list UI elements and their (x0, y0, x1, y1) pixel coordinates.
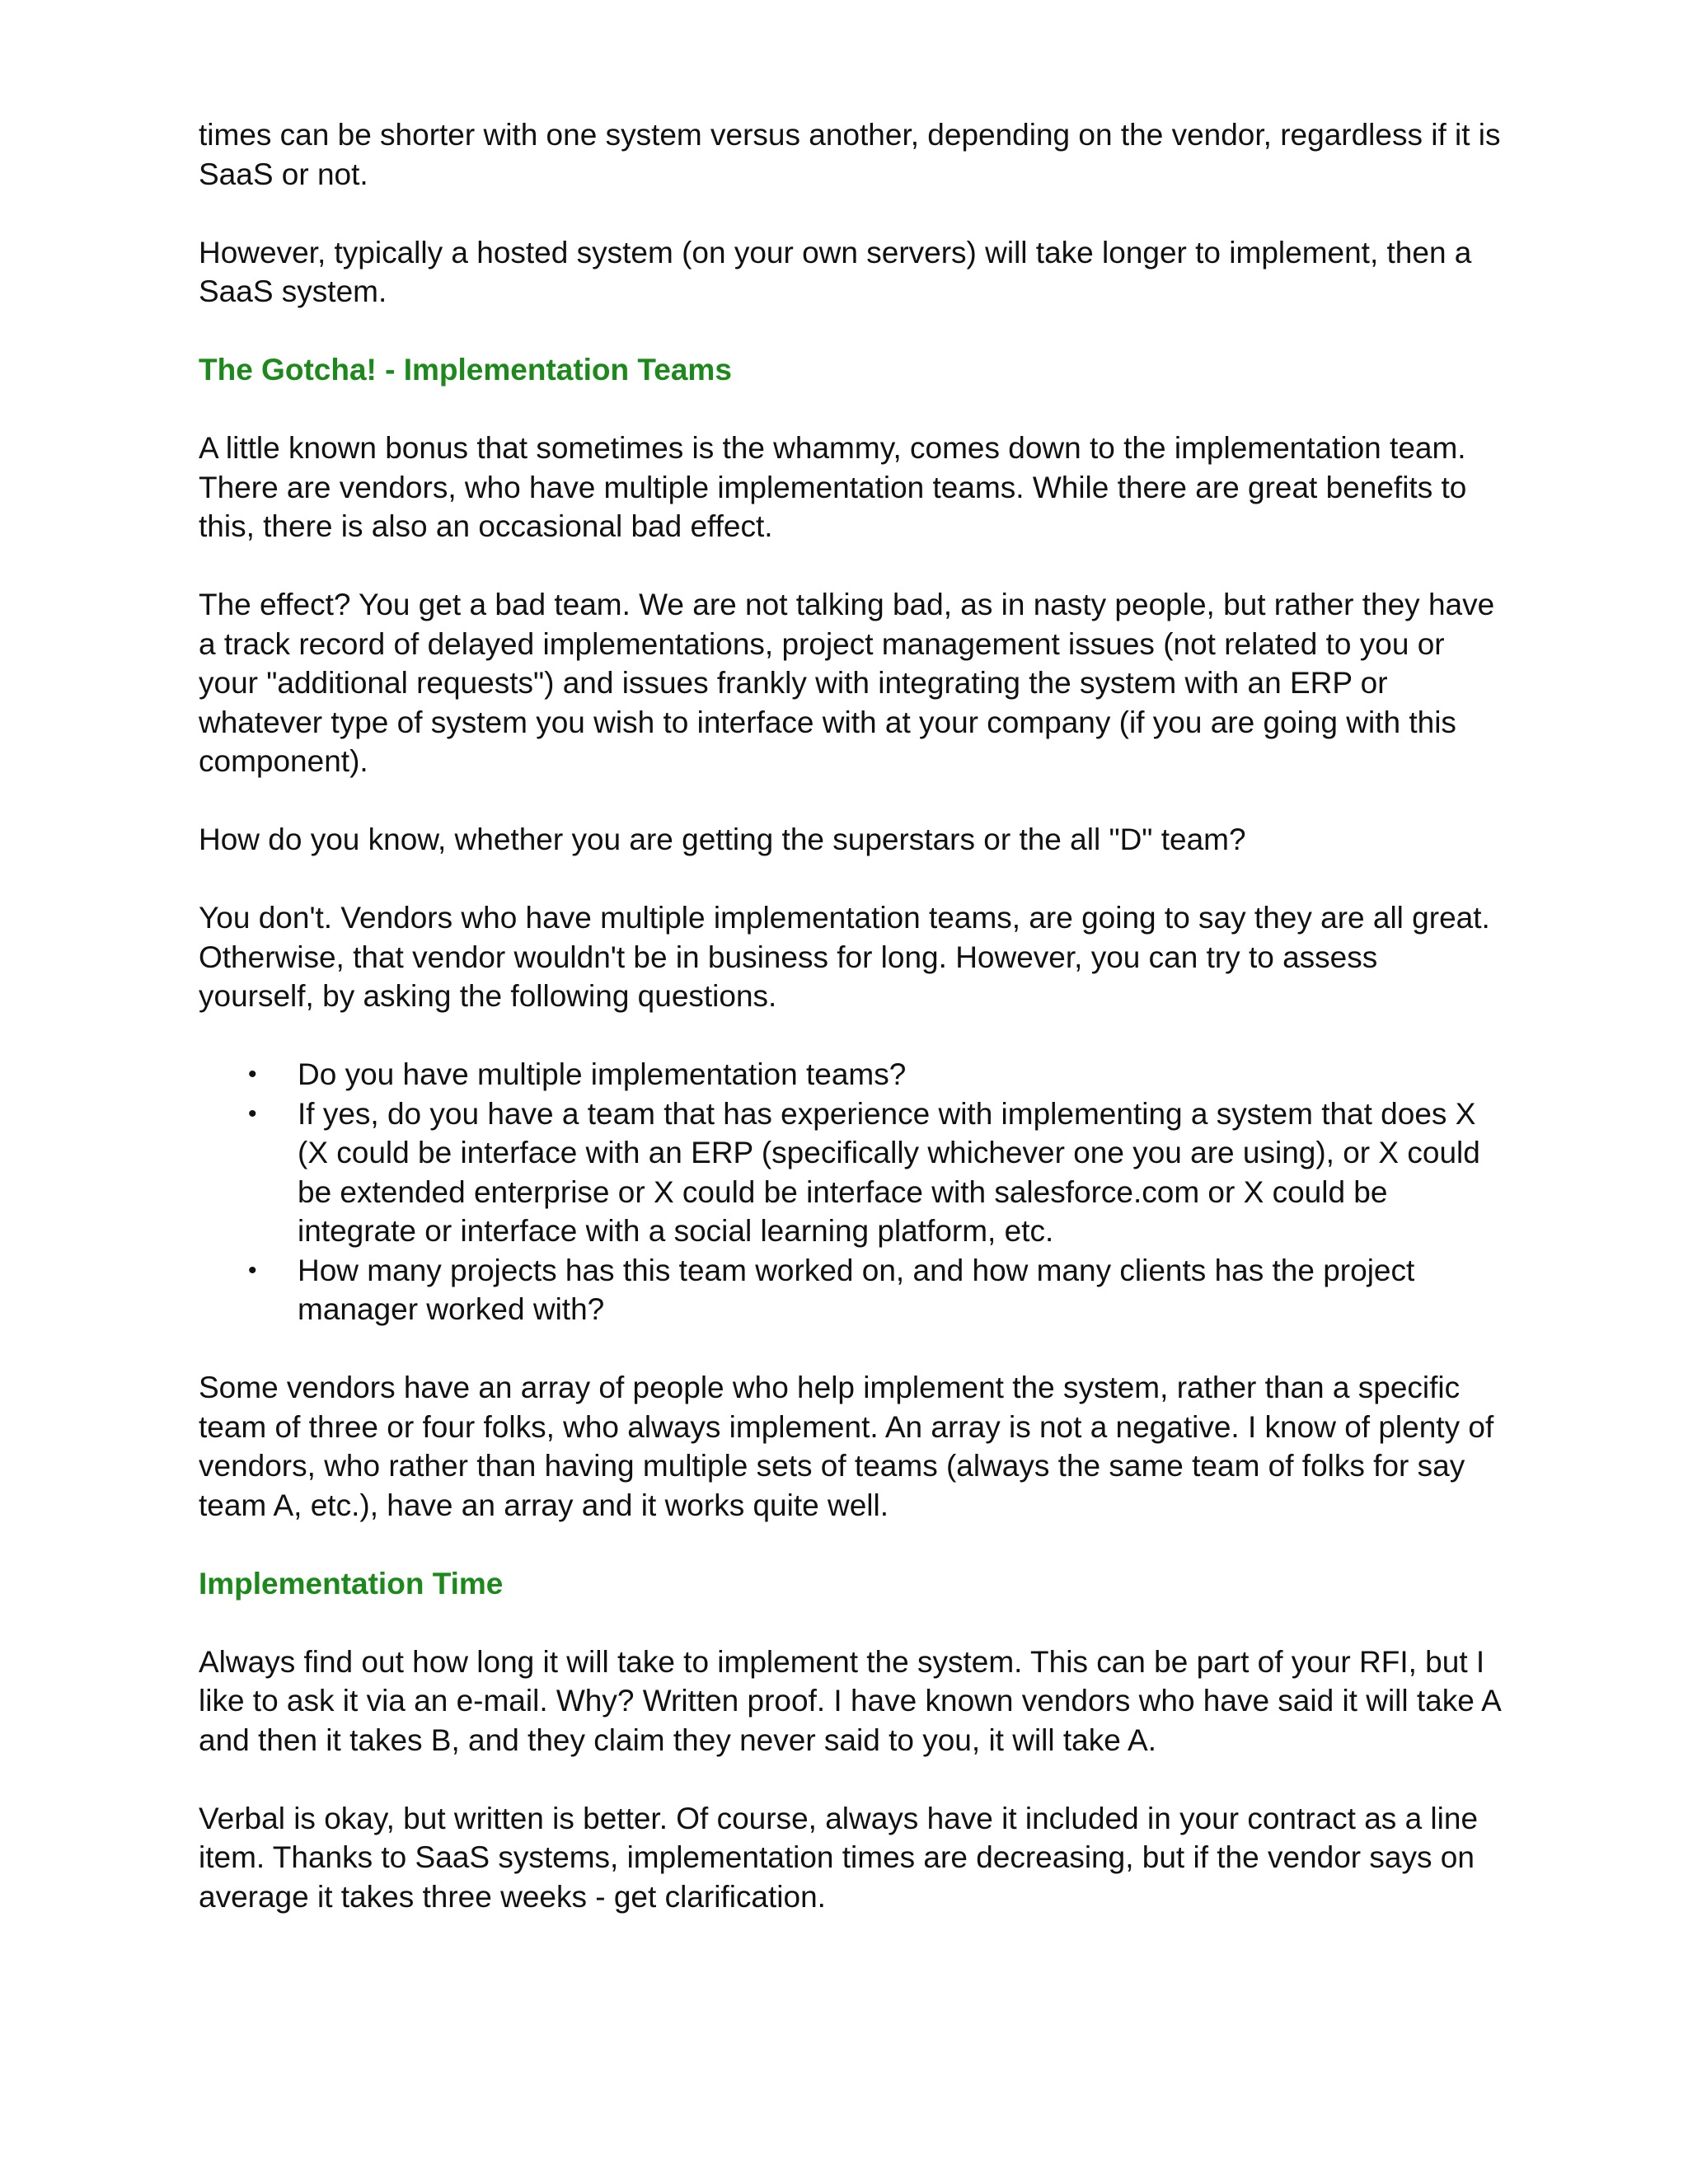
paragraph: The effect? You get a bad team. We are not talking bad, as in nasty people, but rather they have a track record of delayed implementations, project management issues (not related to you or your "additional requests") and issues frankly with integrating the system with an ERP or whatever type of system you wish to interface with at your company (if you are going with this component). (199, 588, 1495, 778)
question-list (199, 1055, 1501, 1329)
paragraph: How do you know, whether you are getting the superstars or the all "D" team? (199, 823, 1246, 856)
list-item (199, 1251, 1501, 1329)
paragraph: A little known bonus that sometimes is the whammy, comes down to the implementation team. There are vendors, who have multiple implementation teams. While there are great benefits to this, there is also an occasional bad effect. (199, 431, 1467, 543)
list-item-text: How many projects has this team worked on, and how many clients has the project manager worked with? (298, 1253, 1415, 1326)
section-heading: The Gotcha! - Implementation Teams (199, 353, 732, 387)
list-item (199, 1055, 1501, 1094)
list-item-text: If yes, do you have a team that has experience with implementing a system that does X (X could be interface with an ERP (specifically whichever one you are using), or X could be extended enterprise or X could be interface with salesforce.com or X could be integrate or interface with a social learning platform, etc. (298, 1096, 1480, 1248)
bullet-icon: • (248, 1061, 257, 1088)
document-page (199, 115, 1501, 1956)
paragraph: However, typically a hosted system (on your own servers) will take longer to implement, then a SaaS system. (199, 235, 1472, 308)
paragraph: Verbal is okay, but written is better. Of course, always have it included in your contract as a line item. Thanks to SaaS systems, implementation times are decreasing, but if the vendor says on average it takes three weeks - get clarification. (199, 1801, 1479, 1914)
section-heading: Implementation Time (199, 1566, 504, 1601)
bullet-icon: • (248, 1099, 257, 1127)
paragraph: You don't. Vendors who have multiple implementation teams, are going to say they are all great. Otherwise, that vendor wouldn't be in business for long. However, you can try to assess yourself, by asking the following questions. (199, 901, 1490, 1013)
list-item-text: Do you have multiple implementation teams? (298, 1057, 907, 1091)
paragraph: Some vendors have an array of people who help implement the system, rather than a specific team of three or four folks, who always implement. An array is not a negative. I know of plenty of vendors, who rather than having multiple sets of teams (always the same team of folks for say team A, etc.), have an array and it works quite well. (199, 1371, 1494, 1522)
bullet-icon: • (248, 1256, 257, 1284)
list-item (199, 1094, 1501, 1251)
paragraph: times can be shorter with one system versus another, depending on the vendor, regardless if it is SaaS or not. (199, 118, 1501, 191)
paragraph: Always find out how long it will take to implement the system. This can be part of your RFI, but I like to ask it via an e-mail. Why? Written proof. I have known vendors who have said it will take A and then it takes B, and they claim they never said to you, it will take A. (199, 1644, 1500, 1757)
